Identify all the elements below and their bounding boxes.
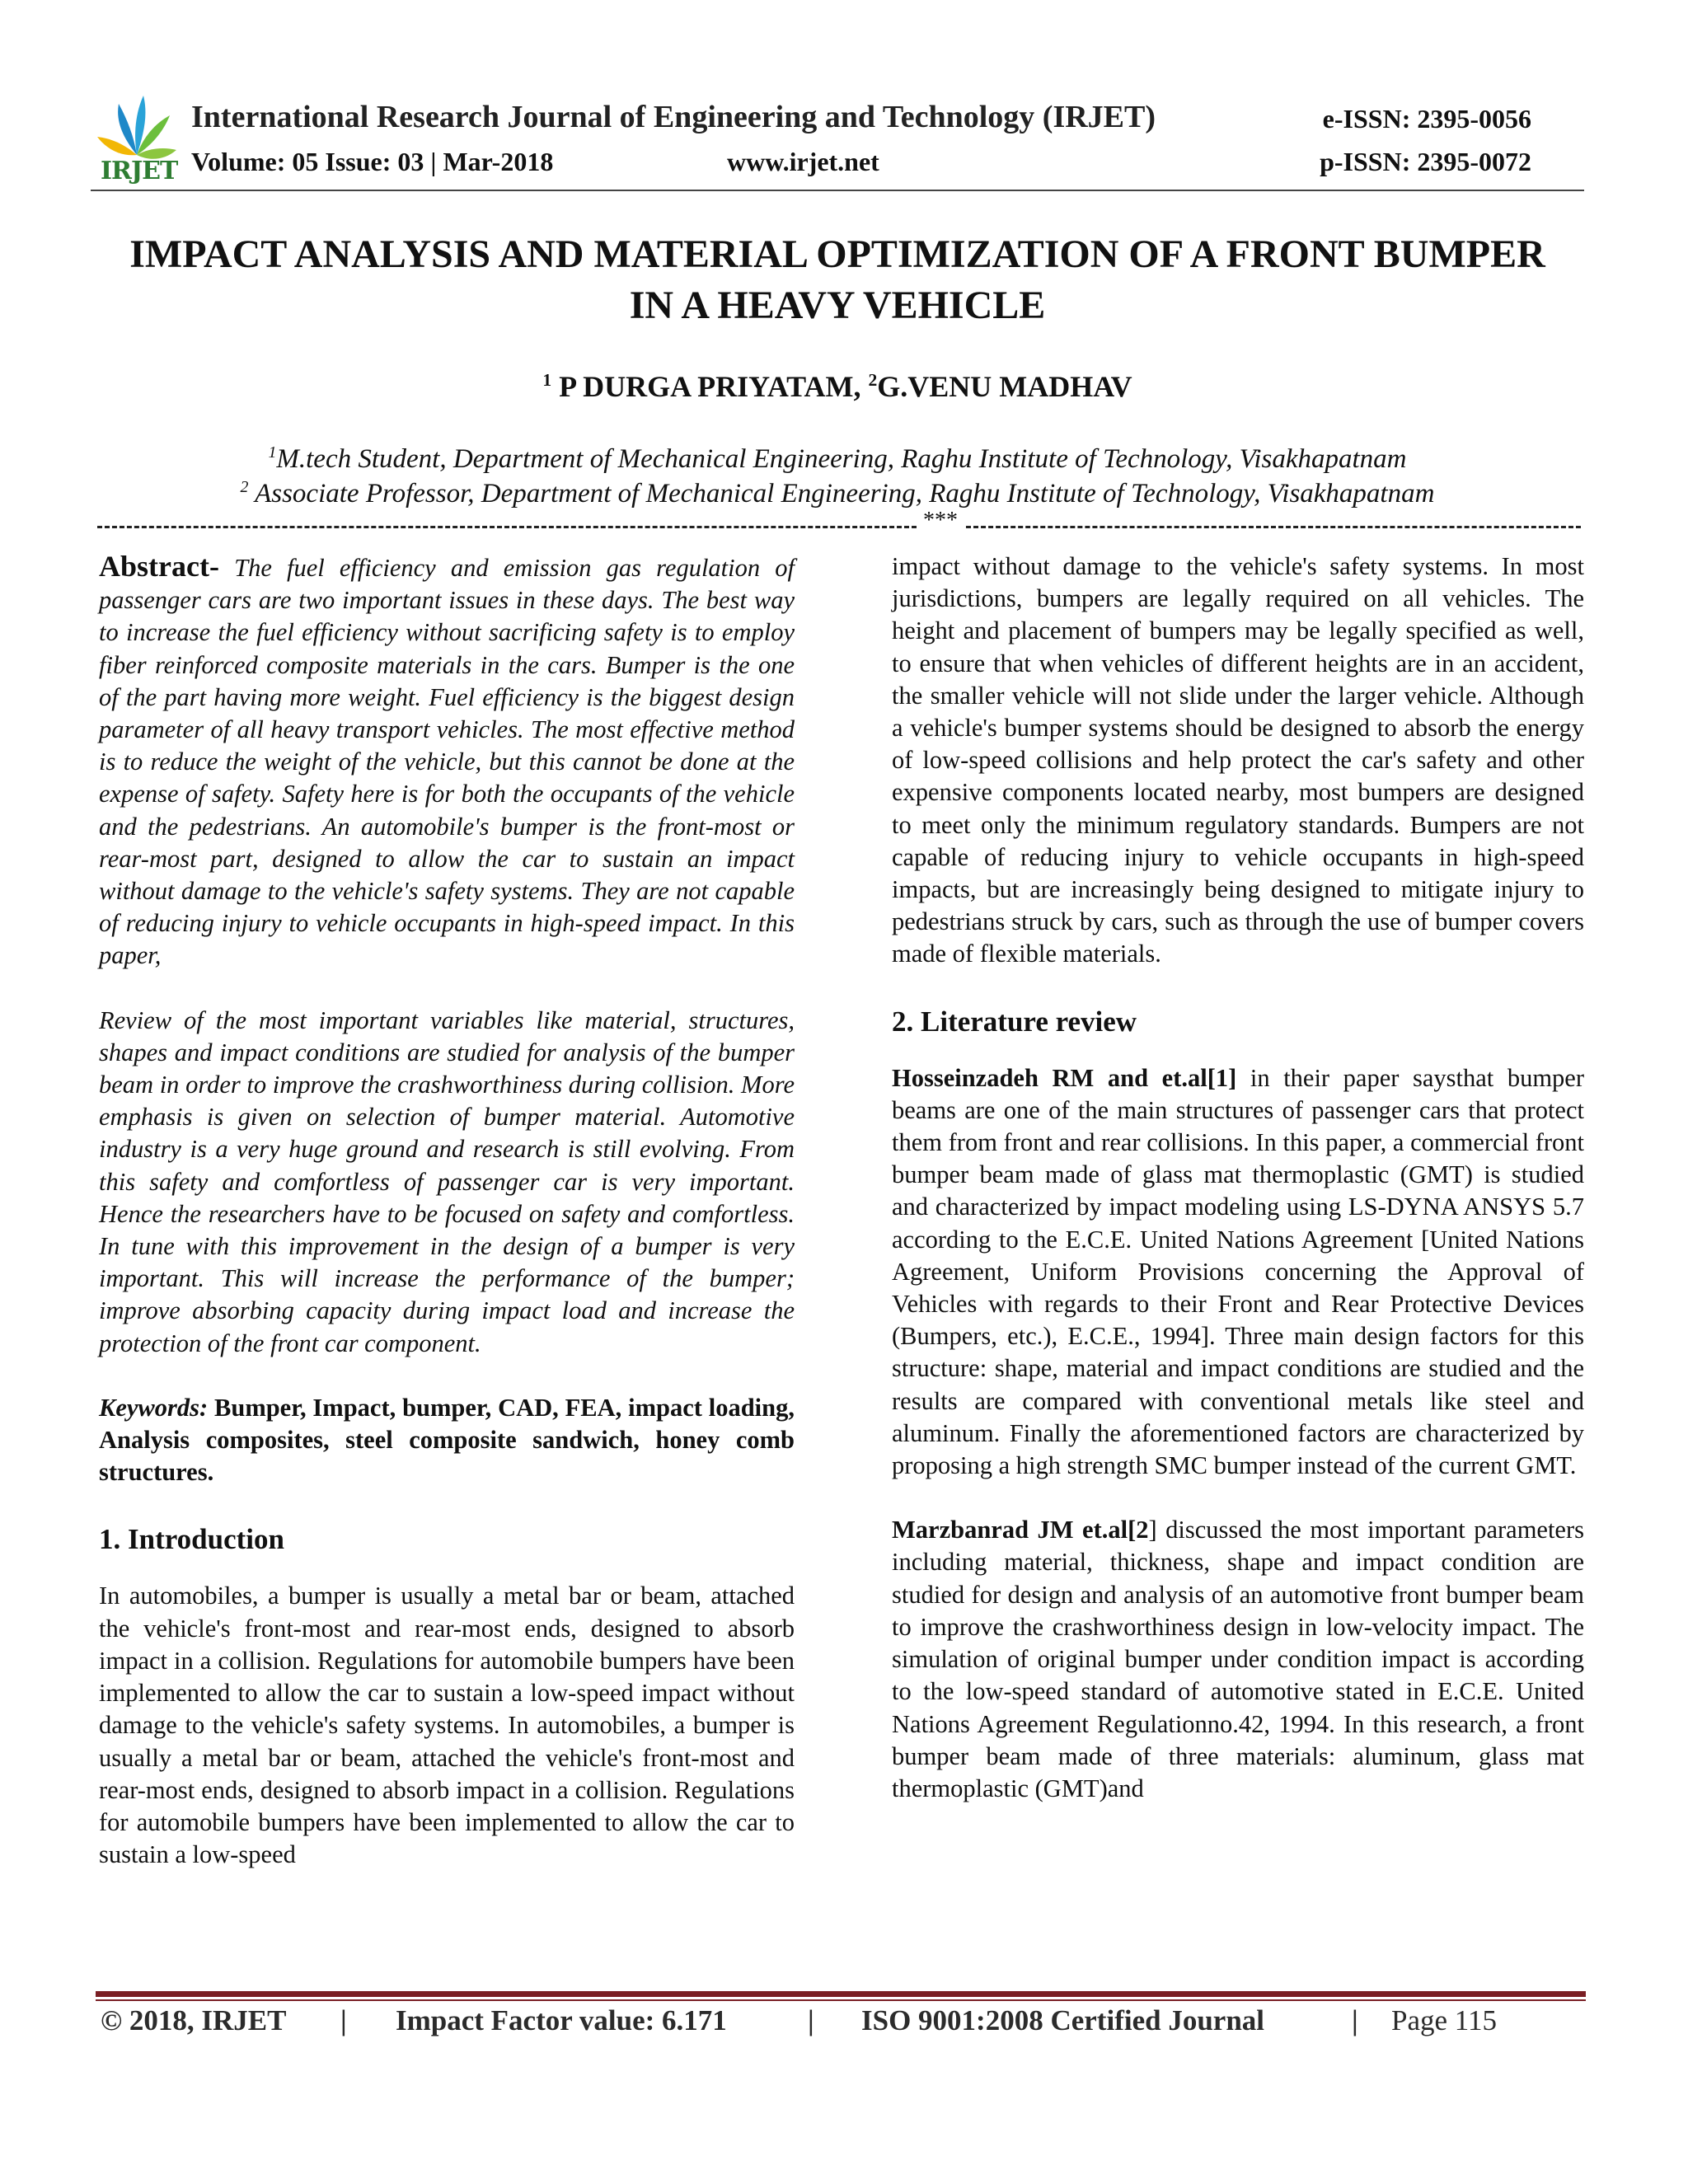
affiliation-2-text: Associate Professor, Department of Mechanical Engineering, Raghu Institute of Technology, Visakhapatnam — [248, 479, 1435, 509]
lit1-author: Hosseinzadeh RM and et.al[1] — [892, 1063, 1237, 1092]
left-column — [99, 551, 795, 1871]
affiliation-1 — [91, 443, 1584, 475]
abstract-para-1 — [99, 551, 795, 972]
author-2: G.VENU MADHAV — [877, 370, 1132, 403]
footer-page-number: Page 115 — [1391, 2004, 1497, 2036]
affiliation-1-text: M.tech Student, Department of Mechanical Engineering, Raghu Institute of Technology, Visakhapatnam — [276, 444, 1407, 474]
spacer — [99, 972, 795, 1005]
footer-impact-factor: Impact Factor value: 6.171 — [396, 2004, 727, 2036]
footer-rule-thick — [96, 1991, 1586, 1997]
footer-separator: | — [1352, 2004, 1358, 2036]
introduction-continued: impact without damage to the vehicle's safety systems. In most jurisdictions, bumpers are legally required on all vehicles. The height and placement of bumpers may be legally specified as well, to ensure that when vehicles of different heights are in an accident, the smaller vehicle will not slide under the larger vehicle. Although a vehicle's bumper systems should be designed to absorb the energy of low-speed collisions and help protect the car's safety and other expensive components located nearby, most bumpers are designed to meet only the minimum regulatory standards. Bumpers are not capable of reducing injury to vehicle occupants in high-speed impacts, but are increasingly being designed to mitigate injury to pedestrians struck by cars, such as through the use of bumper covers made of flexible materials. — [892, 552, 1584, 968]
title-line-1: IMPACT ANALYSIS AND MATERIAL OPTIMIZATION OF A FRONT BUMPER — [129, 232, 1545, 276]
volume-issue: Volume: 05 Issue: 03 | Mar-2018 — [191, 147, 554, 176]
pissn: p-ISSN: 2395-0072 — [1320, 147, 1531, 176]
introduction-para: In automobiles, a bumper is usually a metal bar or beam, attached the vehicle's front-most and rear-most ends, designed to absorb impact in a collision. Regulations for automobile bumpers have been implemented to allow the car to sustain a low-speed impact without damage to the vehicle's safety systems. In automobiles, a bumper is usually a metal bar or beam, attached the vehicle's front-most and rear-most ends, designed to absorb impact in a collision. Regulations for automobile bumpers have been implemented to allow the car to sustain a low-speed — [99, 1582, 795, 1869]
abstract-heading: Abstract- — [99, 550, 219, 583]
introduction-heading: 1. Introduction — [99, 1523, 284, 1556]
abstract-para-2: Review of the most important variables like material, structures, shapes and impact conditions are studied for analysis of the bumper beam in order to improve the crashworthiness during collision. More emphasis is given on selection of bumper material. Automotive industry is a very huge ground and research is still evolving. From this safety and comfortless of passenger car is very important. Hence the researchers have to be focused on safety and comfortless. In tune with this improvement in the design of a bumper is very important. This will increase the performance of the bumper; improve absorbing capacity during impact load and increase the protection of the front car component. — [99, 1005, 795, 1357]
lit2-author: Marzbanrad JM et.al[2 — [892, 1516, 1149, 1544]
title-line-2: IN A HEAVY VEHICLE — [629, 284, 1046, 327]
literature-para-2 — [892, 1514, 1584, 1805]
lit1-text: in their paper saysthat bumper beams are one of the main structures of passenger cars that protect them from front and rear collisions. In this paper, a commercial front bumper beam made of glass mat thermoplastic (GMT) is studied and characterized by impact modeling using LS-DYNA ANSYS 5.7 according to the E.C.E. United Nations Agreement [United Nations Agreement, Uniform Provisions concerning the Approval of Vehicles with regards to their Front and Rear Protective Devices (Bumpers, etc.), E.C.E., 1994]. Three main design factors for this structure: shape, material and impact conditions are studied and the results are compared with conventional metals like steel and aluminum. Finally the aforementioned factors are characterized by proposing a high strength SMC bumper instead of the current GMT. — [892, 1063, 1584, 1480]
right-column — [892, 551, 1584, 1805]
author2-sup: 2 — [868, 370, 878, 390]
footer-separator: | — [340, 2004, 347, 2036]
journal-header — [91, 89, 1574, 188]
affiliation-2 — [91, 478, 1584, 509]
spacer — [892, 971, 1584, 1003]
logo-text: IRJET — [101, 157, 178, 185]
journal-website: www.irjet.net — [727, 147, 879, 176]
authors — [91, 369, 1584, 404]
footer-rule-thin — [96, 1999, 1586, 2001]
keywords — [99, 1392, 795, 1489]
keywords-label: Keywords: — [99, 1393, 209, 1422]
affil1-sup: 1 — [268, 443, 277, 462]
keywords-text: Bumper, Impact, bumper, CAD, FEA, impact loading, Analysis composites, steel composite sandwich, honey comb structures. — [99, 1393, 795, 1487]
spacer — [99, 1558, 795, 1580]
lit2-text: ] discussed the most important parameters including material, thickness, shape and impact condition are studied for design and analysis of an automotive front bumper beam to improve the crashworthiness design in low-velocity impact. The simulation of original bumper under condition impact is according to the low-speed standard of automotive stated in E.C.E. United Nations Agreement Regulationno.42, 1994. In this research, a front bumper beam made of three materials: aluminum, glass mat thermoplastic (GMT)and — [892, 1516, 1584, 1802]
author1-sup: 1 — [542, 370, 552, 390]
spacer — [892, 1041, 1584, 1062]
literature-review-heading: 2. Literature review — [892, 1005, 1137, 1038]
footer-copyright: © 2018, IRJET — [101, 2004, 287, 2036]
footer-separator: | — [808, 2004, 814, 2036]
author-1: P DURGA PRIYATAM, — [551, 370, 869, 403]
footer-iso: ISO 9001:2008 Certified Journal — [861, 2004, 1265, 2036]
paper-title — [91, 229, 1584, 331]
divider-stars: *** — [923, 508, 958, 533]
journal-title: International Research Journal of Engineering and Technology (IRJET) — [191, 100, 1156, 134]
spacer — [892, 1482, 1584, 1514]
header-rule — [91, 190, 1584, 191]
divider-dash-right — [966, 526, 1581, 528]
spacer — [99, 1360, 795, 1392]
literature-para-1 — [892, 1062, 1584, 1483]
affil2-sup: 2 — [240, 478, 249, 496]
section-divider — [97, 508, 1581, 533]
eissn: e-ISSN: 2395-0056 — [1322, 104, 1531, 134]
spacer — [99, 1488, 795, 1521]
abstract-text-1: The fuel efficiency and emission gas regulation of passenger cars are two important issues in these days. The best way to increase the fuel efficiency without sacrificing safety is to employ fiber reinforced composite materials in the cars. Bumper is the one of the part having more weight. Fuel efficiency is the biggest design parameter of all heavy transport vehicles. The most effective method is to reduce the weight of the vehicle, but this cannot be done at the expense of safety. Safety here is for both the occupants of the vehicle and the pedestrians. An automobile's bumper is the front-most or rear-most part, designed to allow the car to sustain an impact without damage to the vehicle's safety systems. They are not capable of reducing injury to vehicle occupants in high-speed impact. In this paper, — [99, 554, 795, 970]
divider-dash-left — [97, 526, 917, 528]
